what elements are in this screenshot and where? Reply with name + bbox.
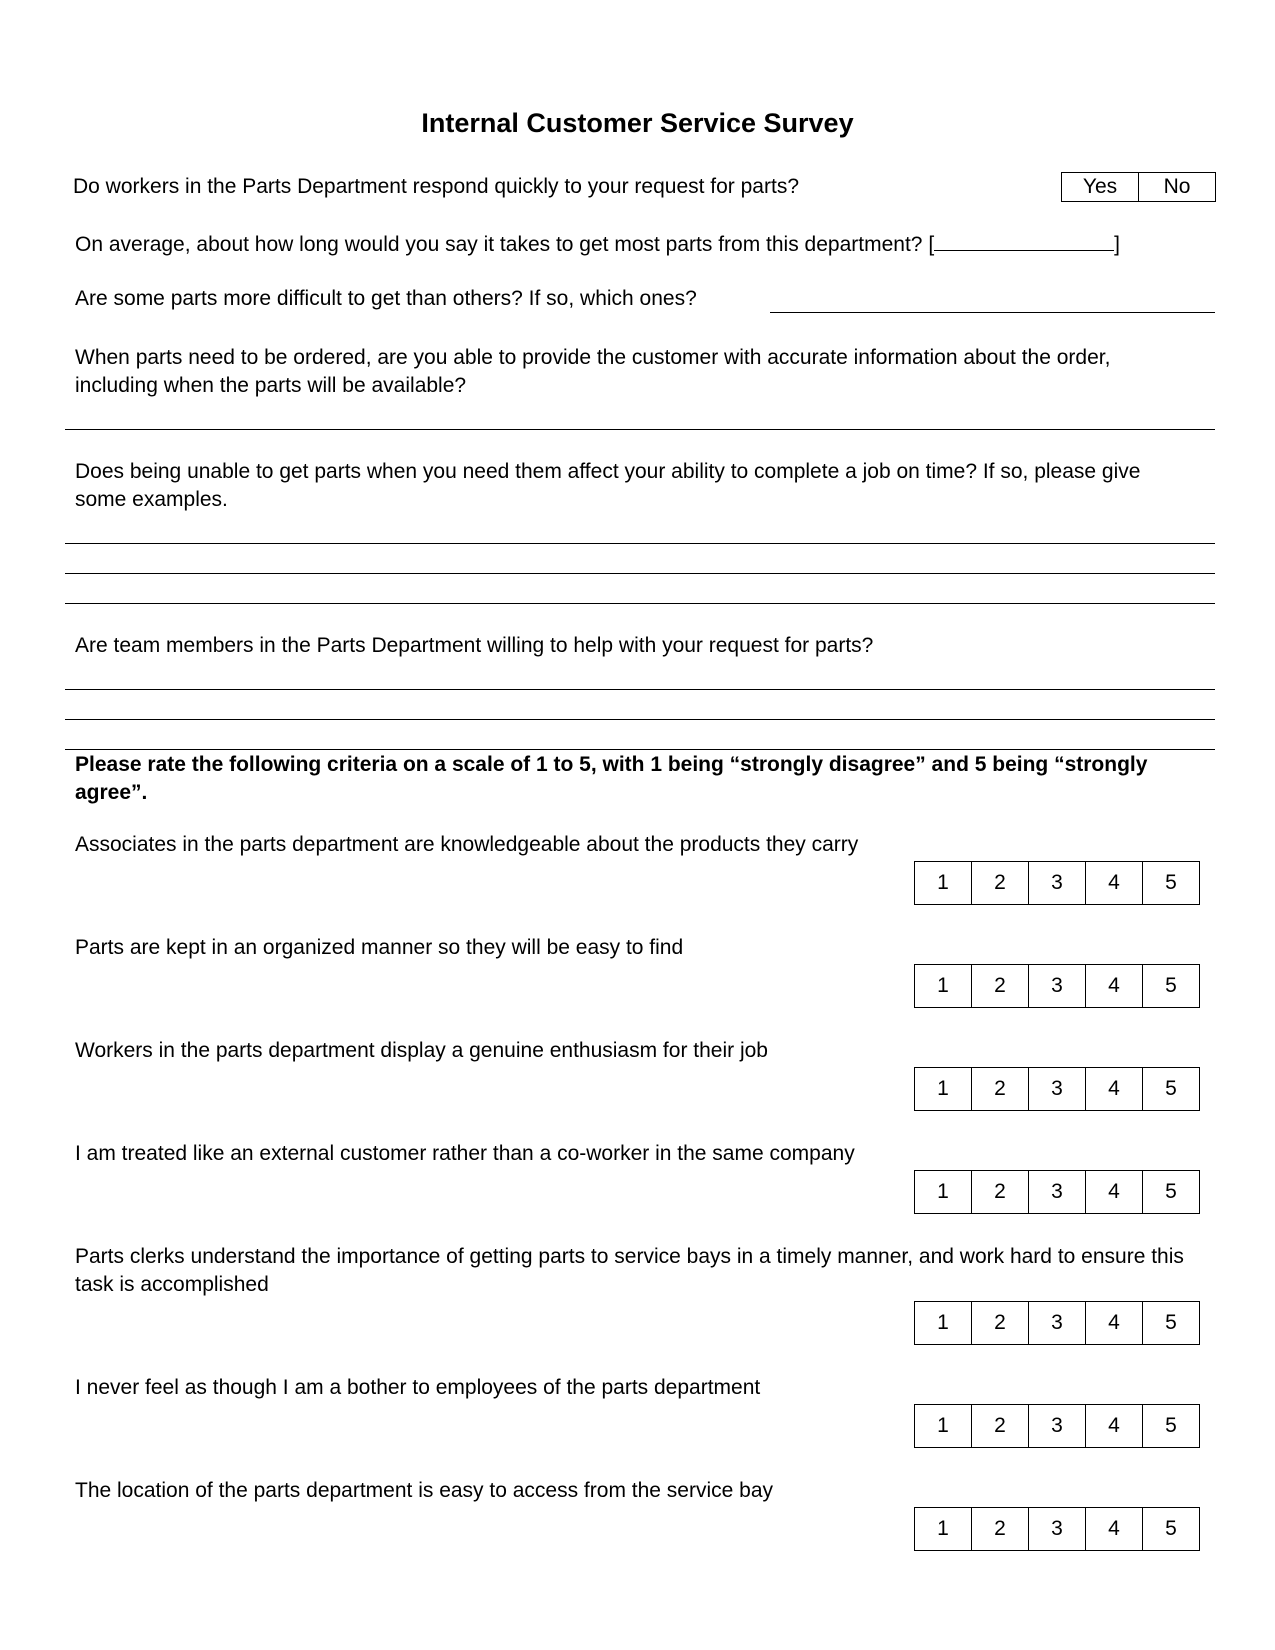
answer-line[interactable] — [65, 689, 1215, 690]
answer-line[interactable] — [65, 543, 1215, 544]
page-title: Internal Customer Service Survey — [421, 108, 854, 138]
rating-option-4[interactable]: 4 — [1085, 1171, 1142, 1213]
rating-scale — [914, 1507, 1200, 1551]
question-job-delays: Does being unable to get parts when you need them affect your ability to complete a job on time? If so, please give some examples. — [75, 460, 1141, 511]
criterion-label: Workers in the parts department display a genuine enthusiasm for their job — [75, 1039, 768, 1062]
rating-scale — [914, 1067, 1200, 1111]
rating-option-3[interactable]: 3 — [1028, 1405, 1085, 1447]
yes-option[interactable]: Yes — [1082, 175, 1118, 198]
rating-option-2[interactable]: 2 — [971, 965, 1028, 1007]
rating-option-4[interactable]: 4 — [1085, 1302, 1142, 1344]
question-average-time — [75, 230, 1120, 259]
rating-option-4[interactable]: 4 — [1085, 1068, 1142, 1110]
criterion-label: Associates in the parts department are knowledgeable about the products they carry — [75, 833, 859, 856]
yes-no-choice — [1061, 172, 1216, 202]
rating-option-2[interactable]: 2 — [971, 1508, 1028, 1550]
rating-option-5[interactable]: 5 — [1142, 965, 1199, 1007]
difficult-parts-answer-line[interactable] — [770, 312, 1215, 313]
answer-line[interactable] — [65, 603, 1215, 604]
question-order-information: When parts need to be ordered, are you able to provide the customer with accurate information about the order, including when the parts will be available? — [75, 346, 1111, 397]
rating-option-5[interactable]: 5 — [1142, 1508, 1199, 1550]
rating-option-1[interactable]: 1 — [937, 1517, 949, 1540]
rating-option-2[interactable]: 2 — [971, 1171, 1028, 1213]
rating-option-2[interactable]: 2 — [971, 1302, 1028, 1344]
rating-option-3[interactable]: 3 — [1028, 965, 1085, 1007]
criterion-label: I am treated like an external customer rather than a co-worker in the same company — [75, 1142, 855, 1165]
average-time-field[interactable] — [934, 230, 1114, 251]
rating-option-3[interactable]: 3 — [1028, 1302, 1085, 1344]
rating-option-1[interactable]: 1 — [937, 1077, 949, 1100]
answer-line[interactable] — [65, 749, 1215, 750]
rating-option-1[interactable]: 1 — [937, 1180, 949, 1203]
rating-option-1[interactable]: 1 — [937, 1311, 949, 1334]
rating-option-2[interactable]: 2 — [971, 1405, 1028, 1447]
bracket-open: [ — [928, 233, 935, 256]
rating-scale — [914, 964, 1200, 1008]
rating-option-1[interactable]: 1 — [937, 871, 949, 894]
rating-scale — [914, 1404, 1200, 1448]
rating-option-2[interactable]: 2 — [971, 862, 1028, 904]
rating-option-4[interactable]: 4 — [1085, 862, 1142, 904]
rating-option-3[interactable]: 3 — [1028, 862, 1085, 904]
rating-option-3[interactable]: 3 — [1028, 1508, 1085, 1550]
question-average-time-label: On average, about how long would you say it takes to get most parts from this department? — [75, 233, 923, 256]
rating-scale — [914, 861, 1200, 905]
rating-option-2[interactable]: 2 — [971, 1068, 1028, 1110]
rating-scale — [914, 1170, 1200, 1214]
rating-option-1[interactable]: 1 — [937, 1414, 949, 1437]
answer-line[interactable] — [65, 719, 1215, 720]
rating-option-4[interactable]: 4 — [1085, 965, 1142, 1007]
rating-option-1[interactable]: 1 — [937, 974, 949, 997]
rating-option-3[interactable]: 3 — [1028, 1068, 1085, 1110]
criterion-label: I never feel as though I am a bother to employees of the parts department — [75, 1376, 761, 1399]
no-option[interactable]: No — [1138, 173, 1215, 201]
rating-option-5[interactable]: 5 — [1142, 1171, 1199, 1213]
rating-instructions: Please rate the following criteria on a scale of 1 to 5, with 1 being “strongly disagree” and 5 being “strongly agree”. — [75, 753, 1148, 804]
criterion-label: The location of the parts department is easy to access from the service bay — [75, 1479, 774, 1502]
rating-option-5[interactable]: 5 — [1142, 1302, 1199, 1344]
answer-line[interactable] — [65, 429, 1215, 430]
rating-option-3[interactable]: 3 — [1028, 1171, 1085, 1213]
rating-option-5[interactable]: 5 — [1142, 862, 1199, 904]
rating-option-4[interactable]: 4 — [1085, 1405, 1142, 1447]
criterion-label: Parts clerks understand the importance of getting parts to service bays in a timely manner, and work hard to ensure this task is accomplished — [75, 1245, 1184, 1296]
rating-option-4[interactable]: 4 — [1085, 1508, 1142, 1550]
criterion-label: Parts are kept in an organized manner so they will be easy to find — [75, 936, 684, 959]
question-respond-quickly: Do workers in the Parts Department respond quickly to your request for parts? — [73, 175, 799, 198]
rating-scale — [914, 1301, 1200, 1345]
rating-option-5[interactable]: 5 — [1142, 1068, 1199, 1110]
bracket-close: ] — [1114, 233, 1120, 256]
question-willing-to-help: Are team members in the Parts Department willing to help with your request for parts? — [75, 634, 874, 657]
rating-option-5[interactable]: 5 — [1142, 1405, 1199, 1447]
answer-line[interactable] — [65, 573, 1215, 574]
question-difficult-parts: Are some parts more difficult to get than others? If so, which ones? — [75, 287, 697, 310]
